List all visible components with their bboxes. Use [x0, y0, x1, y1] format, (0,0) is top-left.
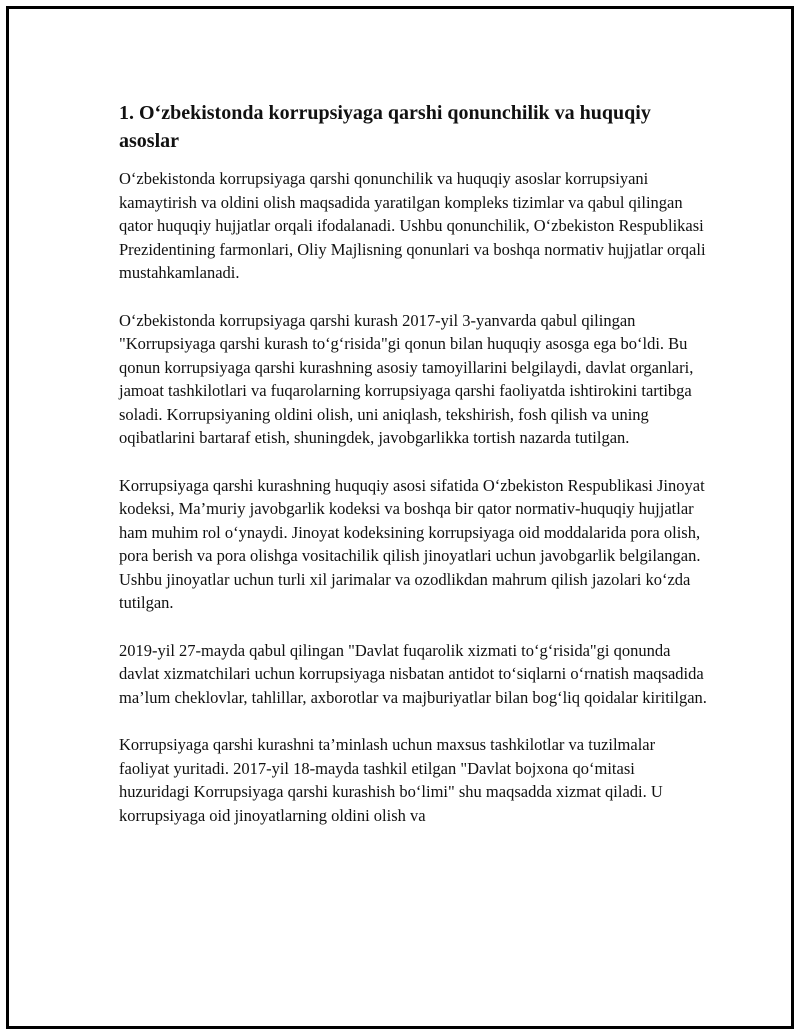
- paragraph-2: O‘zbekistonda korrupsiyaga qarshi kurash 2017-yil 3-yanvarda qabul qilingan "Korrupsiyaga qarshi kurash to‘g‘risida"gi qonun bilan huquqiy asosga ega bo‘ldi. Bu qonun korrupsiyaga qarshi kurashning asosiy tamoyillarini belgilaydi, davlat organlari, jamoat tashkilotlari va fuqarolarning korrupsiyaga qarshi faoliyatda ishtirokini tartibga soladi. Korrupsiyaning oldini olish, uni aniqlash, tekshirish, fosh qilish va uning oqibatlarini bartaraf etish, shuningdek, javobgarlikka tortish nazarda tutilgan.: [119, 310, 694, 447]
- document-body: [119, 99, 709, 851]
- section-heading: 1. O‘zbekistonda korrupsiyaga qarshi qonunchilik va huquqiy asoslar: [119, 102, 651, 152]
- paragraph-5: Korrupsiyaga qarshi kurashni ta’minlash uchun maxsus tashkilotlar va tuzilmalar faoliyat yuritadi. 2017-yil 18-mayda tashkil etilgan "Davlat bojxona qo‘mitasi huzuridagi Korrupsiyaga qarshi kurashish bo‘limi" shu maqsadda xizmat qiladi. U korrupsiyaga oid jinoyatlarning oldini olish va: [119, 735, 663, 825]
- paragraph-3: Korrupsiyaga qarshi kurashning huquqiy asosi sifatida O‘zbekiston Respublikasi Jinoyat kodeksi, Ma’muriy javobgarlik kodeksi va boshqa bir qator normativ-huquqiy hujjatlar ham muhim rol o‘ynaydi. Jinoyat kodeksining korrupsiyaga oid moddalarida pora olish, pora berish va pora olishga vositachilik qilish jinoyatlari uchun javobgarlik belgilangan. Ushbu jinoyatlar uchun turli xil jarimalar va ozodlikdan mahrum qilish jazolari ko‘zda tutilgan.: [119, 475, 705, 612]
- paragraph-1: O‘zbekistonda korrupsiyaga qarshi qonunchilik va huquqiy asoslar korrupsiyani kamaytirish va oldini olish maqsadida yaratilgan kompleks tizimlar va qabul qilingan qator huquqiy hujjatlar orqali ifodalanadi. Ushbu qonunchilik, O‘zbekiston Respublikasi Prezidentining farmonlari, Oliy Majlisning qonunlari va boshqa normativ hujjatlar orqali mustahkamlanadi.: [119, 169, 706, 282]
- paragraph-4: 2019-yil 27-mayda qabul qilingan "Davlat fuqarolik xizmati to‘g‘risida"gi qonunda davlat xizmatchilari uchun korrupsiyaga nisbatan antidot to‘siqlarni o‘rnatish maqsadida ma’lum cheklovlar, tahlillar, axborotlar va majburiyatlar bilan bog‘liq qoidalar kiritilgan.: [119, 640, 707, 707]
- page-frame: [6, 6, 794, 1029]
